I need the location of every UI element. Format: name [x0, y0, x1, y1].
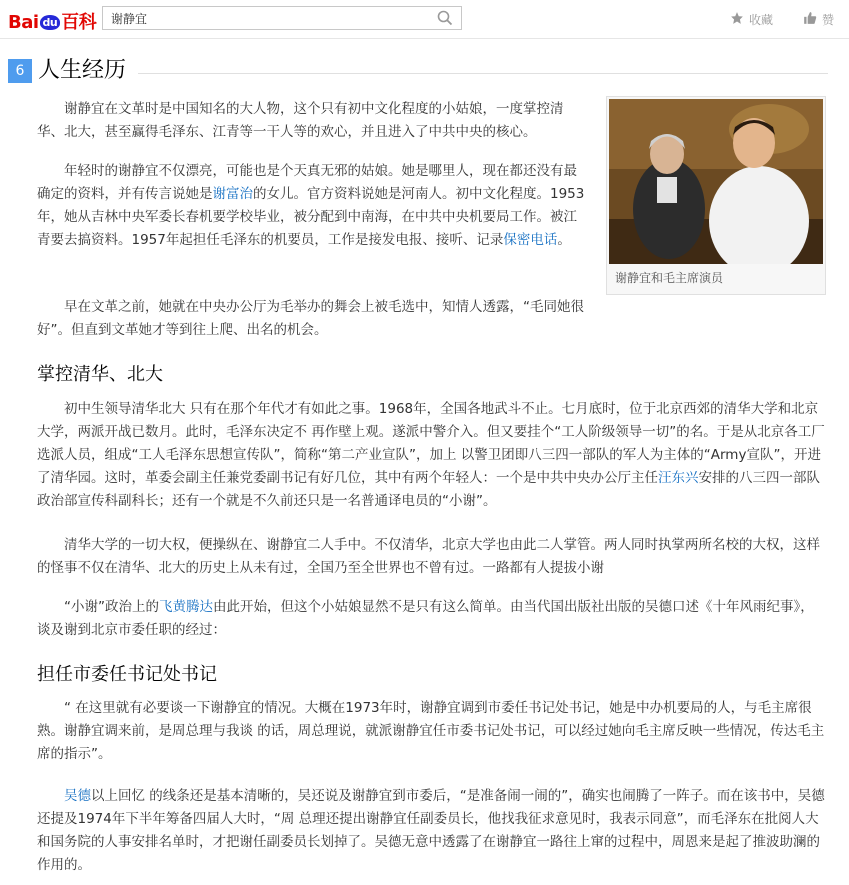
logo-bai-text: Bai: [8, 12, 39, 33]
paragraph-4-text-a: 初中生领导清华北大 只有在那个年代才有如此之事。1968年，全国各地武斗不止。七月底时，位于北京西郊的清华大学和北京大学，两派开战已数月。此时，毛泽东决定不 再作壁上观。遂派中警介入。但又要挂个“工人阶级领导一切”的名。于是从北京各工厂选派人员，组成“工人毛泽东思想宣传队”，简称“第二产业宣队”，加上 以警卫团即八三四一部队的军人为主体的“Army宣队”，开进了清华园。这时，革委会副主任兼党委副书记有好几位，其中有两个年轻人：一个是中共中央办公厅主任: [37, 401, 825, 486]
paragraph-8-text: 以上回忆 的线条还是基本清晰的，吴还说及谢静宜到市委后，“是准备闹一闹的”，确实也闹腾了一阵子。而在该书中，吴德还提及1974年下半年筹备四届人大时，“周 总理还提出谢静宜任副委员长，他找我征求意见时，我表示同意”，而毛泽东在批阅人大和国务院的人事安排名单时，才把谢任副委员长划掉了。吴德无意中透露了在谢静宜一路往上窜的过程中，周恩来是起了推波助澜的作用的。: [37, 788, 825, 873]
link-secure-phone[interactable]: 保密电话: [503, 232, 558, 248]
logo-du-badge: du: [40, 15, 61, 30]
like-button[interactable]: [803, 11, 834, 28]
search-box: [102, 6, 462, 30]
paragraph-2-text-a: 年轻时的谢静宜不仅漂亮，可能也是个天真无邪的姑娘。她是哪里人，现在都还没有最确定的资料，并有传言说她是: [37, 163, 577, 202]
section-number-badge: 6: [8, 59, 32, 83]
heading-divider: [138, 73, 828, 74]
paragraph-1: 谢静宜在文革时是中国知名的大人物，这个只有初中文化程度的小姑娘，一度掌控清华、北大，甚至赢得毛泽东、江青等一干人等的欢心，并且进入了中共中央的核心。: [37, 101, 564, 140]
top-bar: [0, 0, 849, 39]
subheading-control-universities: 掌控清华、北大: [37, 364, 163, 385]
paragraph-4-text-b: 安排的八三四一部队政治部宣传科副科长；还有一个就是不久前还只是一名普通译电员的“小谢”。: [37, 470, 820, 509]
paragraph-2-text-c: 。: [557, 232, 571, 248]
link-wang-dongxing[interactable]: 汪东兴: [658, 470, 699, 486]
favorite-label: 收藏: [749, 13, 774, 27]
paragraph-6-text-a: “小谢”政治上的: [64, 599, 159, 615]
paragraph-8: [37, 785, 827, 877]
search-icon[interactable]: [437, 10, 453, 30]
like-label: 赞: [822, 13, 835, 27]
paragraph-2: [37, 160, 585, 252]
photo-figure[interactable]: [606, 96, 826, 295]
thumbs-up-icon: [803, 11, 817, 28]
paragraph-6: [37, 596, 827, 642]
search-input[interactable]: [103, 7, 439, 29]
star-icon: [730, 11, 744, 28]
paragraph-2-text-b: 的女儿。官方资料说她是河南人。初中文化程度。1953年，她从吉林中央军委长春机要学校毕业，被分配到中南海，在中共中央机要局工作。被江青要去搞资料。1957年起担任毛泽东的机要员，工作是接发电报、接听、记录: [37, 186, 585, 248]
paragraph-7: “ 在这里就有必要谈一下谢静宜的情况。大概在1973年时，谢静宜调到市委任书记处书记，她是中办机要局的人，与毛主席很熟。谢静宜调来前，是周总理与我谈 的话，周总理说，就派谢静宜任市委书记处书记，可以经过她向毛主席反映一些情况，传达毛主席的指示”。: [37, 700, 825, 762]
favorite-button[interactable]: [730, 11, 773, 28]
subheading-municipal-secretary: 担任市委任书记处书记: [37, 664, 217, 685]
paragraph-3: 早在文革之前，她就在中央办公厅为毛举办的舞会上被毛选中，知情人透露，“毛同她很好”。但直到文革她才等到往上爬、出名的机会。: [37, 299, 584, 338]
photo-caption: 谢静宜和毛主席演员: [615, 271, 724, 285]
logo-baike-text: 百科: [61, 12, 97, 33]
link-feihuang-tengda[interactable]: 飞黄腾达: [159, 599, 213, 615]
link-wu-de[interactable]: 吴德: [64, 788, 91, 804]
section-title: 人生经历: [38, 55, 134, 87]
paragraph-4: [37, 398, 827, 513]
paragraph-6-text-b: 由此开始，但这个小姑娘显然不是只有这么简单。由当代国出版社出版的吴德口述《十年风雨纪事》，谈及谢到北京市委任职的经过：: [37, 599, 814, 638]
paragraph-5: 清华大学的一切大权，便操纵在、谢静宜二人手中。不仅清华，北京大学也由此二人掌管。两人同时执掌两所名校的大权，这样的怪事不仅在清华、北大的历史上从未有过，全国乃至全世界也不曾有过。一路都有人提拔小谢: [37, 537, 820, 576]
section-heading: [8, 55, 828, 87]
photo-image[interactable]: [609, 99, 823, 264]
link-xie-fuzhi[interactable]: 谢富治: [212, 186, 253, 202]
baidu-baike-logo[interactable]: [8, 8, 96, 34]
